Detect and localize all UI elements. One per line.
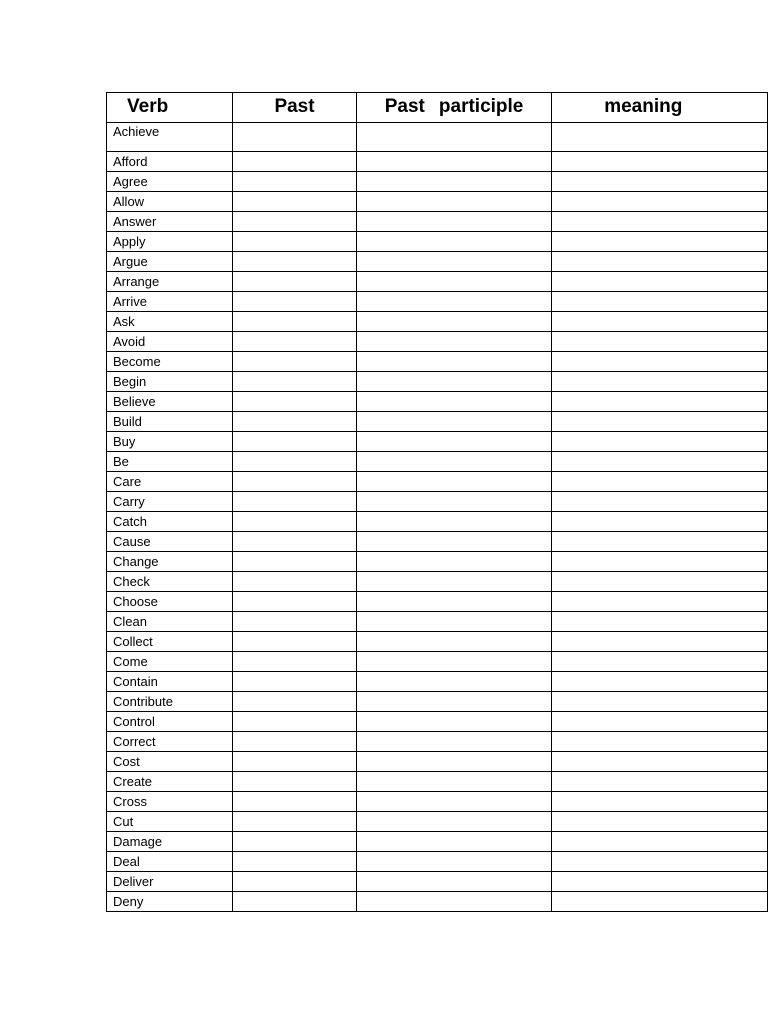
header-past-participle-word1: Past [384,96,425,117]
past-participle-cell[interactable] [356,432,551,452]
past-cell[interactable] [233,392,357,412]
verb-cell: Deliver [107,872,233,892]
past-cell[interactable] [233,572,357,592]
past-participle-cell[interactable] [356,652,551,672]
past-participle-cell[interactable] [356,872,551,892]
verb-cell: Achieve [107,123,233,152]
meaning-cell[interactable] [552,192,768,212]
meaning-cell[interactable] [552,832,768,852]
past-participle-cell[interactable] [356,352,551,372]
past-participle-cell[interactable] [356,812,551,832]
table-row [107,792,768,812]
table-row [107,492,768,512]
past-participle-cell[interactable] [356,292,551,312]
past-cell[interactable] [233,852,357,872]
past-cell[interactable] [233,123,357,152]
meaning-cell[interactable] [552,212,768,232]
past-cell[interactable] [233,712,357,732]
past-participle-cell[interactable] [356,372,551,392]
past-participle-cell[interactable] [356,472,551,492]
table-row [107,532,768,552]
meaning-cell[interactable] [552,172,768,192]
past-participle-cell[interactable] [356,512,551,532]
meaning-cell[interactable] [552,432,768,452]
verb-cell: Apply [107,232,233,252]
verb-cell: Deal [107,852,233,872]
verb-cell: Cut [107,812,233,832]
past-cell[interactable] [233,812,357,832]
header-verb: Verb [107,93,233,123]
table-row [107,252,768,272]
table-row [107,592,768,612]
past-participle-cell[interactable] [356,412,551,432]
past-participle-cell[interactable] [356,172,551,192]
verb-cell: Clean [107,612,233,632]
verb-cell: Arrive [107,292,233,312]
meaning-cell[interactable] [552,152,768,172]
meaning-cell[interactable] [552,472,768,492]
verb-cell: Contain [107,672,233,692]
meaning-cell[interactable] [552,412,768,432]
past-participle-cell[interactable] [356,232,551,252]
verb-cell: Catch [107,512,233,532]
header-row [107,93,768,123]
past-cell[interactable] [233,632,357,652]
past-participle-cell[interactable] [356,892,551,912]
table-row [107,752,768,772]
past-cell[interactable] [233,312,357,332]
verb-cell: Become [107,352,233,372]
meaning-cell[interactable] [552,872,768,892]
past-cell[interactable] [233,512,357,532]
past-participle-cell[interactable] [356,732,551,752]
past-participle-cell[interactable] [356,452,551,472]
past-participle-cell[interactable] [356,792,551,812]
table-row [107,572,768,592]
meaning-cell[interactable] [552,752,768,772]
table-row [107,632,768,652]
meaning-cell[interactable] [552,232,768,252]
meaning-cell[interactable] [552,352,768,372]
past-cell[interactable] [233,472,357,492]
verb-cell: Control [107,712,233,732]
meaning-cell[interactable] [552,572,768,592]
verb-cell: Avoid [107,332,233,352]
meaning-cell[interactable] [552,592,768,612]
past-cell[interactable] [233,832,357,852]
verb-cell: Damage [107,832,233,852]
past-participle-cell[interactable] [356,612,551,632]
table-row [107,672,768,692]
meaning-cell[interactable] [552,512,768,532]
table-row [107,652,768,672]
past-participle-cell[interactable] [356,492,551,512]
past-cell[interactable] [233,892,357,912]
meaning-cell[interactable] [552,552,768,572]
past-cell[interactable] [233,332,357,352]
table-row [107,412,768,432]
past-cell[interactable] [233,152,357,172]
table-row [107,552,768,572]
header-past: Past [233,93,357,123]
meaning-cell[interactable] [552,492,768,512]
table-row [107,852,768,872]
table-row [107,372,768,392]
header-past-participle [356,93,551,123]
past-participle-cell[interactable] [356,123,551,152]
meaning-cell[interactable] [552,632,768,652]
meaning-cell[interactable] [552,532,768,552]
table-row [107,352,768,372]
verb-cell: Create [107,772,233,792]
header-meaning: meaning [552,93,768,123]
table-row [107,232,768,252]
verb-cell: Believe [107,392,233,412]
verb-cell: Answer [107,212,233,232]
table-row [107,312,768,332]
header-past-participle-word2: participle [438,96,524,117]
verb-cell: Cost [107,752,233,772]
verb-cell: Argue [107,252,233,272]
table-row [107,692,768,712]
verb-cell: Care [107,472,233,492]
table-row [107,432,768,452]
past-cell[interactable] [233,552,357,572]
past-participle-cell[interactable] [356,852,551,872]
table-row [107,512,768,532]
table-row [107,123,768,152]
past-cell[interactable] [233,612,357,632]
past-cell[interactable] [233,752,357,772]
past-participle-cell[interactable] [356,552,551,572]
past-cell[interactable] [233,172,357,192]
verb-cell: Come [107,652,233,672]
past-cell[interactable] [233,292,357,312]
table-row [107,832,768,852]
past-participle-cell[interactable] [356,192,551,212]
table-row [107,452,768,472]
verb-cell: Build [107,412,233,432]
past-participle-cell[interactable] [356,252,551,272]
meaning-cell[interactable] [552,712,768,732]
past-participle-cell[interactable] [356,692,551,712]
table-row [107,392,768,412]
verb-table [106,92,768,912]
table-row [107,732,768,752]
meaning-cell[interactable] [552,272,768,292]
verb-cell: Correct [107,732,233,752]
past-participle-cell[interactable] [356,632,551,652]
past-cell[interactable] [233,452,357,472]
meaning-cell[interactable] [552,812,768,832]
past-participle-cell[interactable] [356,212,551,232]
meaning-cell[interactable] [552,252,768,272]
verb-cell: Ask [107,312,233,332]
past-cell[interactable] [233,492,357,512]
verb-cell: Arrange [107,272,233,292]
past-cell[interactable] [233,252,357,272]
past-participle-cell[interactable] [356,332,551,352]
table-row [107,152,768,172]
table-row [107,812,768,832]
past-participle-cell[interactable] [356,312,551,332]
past-cell[interactable] [233,792,357,812]
verb-cell: Cross [107,792,233,812]
table-row [107,872,768,892]
past-participle-cell[interactable] [356,832,551,852]
table-row [107,212,768,232]
meaning-cell[interactable] [552,372,768,392]
table-row [107,332,768,352]
meaning-cell[interactable] [552,792,768,812]
verb-cell: Allow [107,192,233,212]
meaning-cell[interactable] [552,612,768,632]
past-cell[interactable] [233,232,357,252]
verb-cell: Agree [107,172,233,192]
table-row [107,892,768,912]
verb-cell: Carry [107,492,233,512]
table-row [107,292,768,312]
table-row [107,712,768,732]
table-row [107,172,768,192]
table-row [107,772,768,792]
past-participle-cell[interactable] [356,772,551,792]
past-cell[interactable] [233,872,357,892]
table-row [107,612,768,632]
meaning-cell[interactable] [552,852,768,872]
verb-cell: Begin [107,372,233,392]
past-cell[interactable] [233,772,357,792]
past-participle-cell[interactable] [356,532,551,552]
meaning-cell[interactable] [552,772,768,792]
past-participle-cell[interactable] [356,272,551,292]
past-cell[interactable] [233,212,357,232]
table-row [107,192,768,212]
meaning-cell[interactable] [552,312,768,332]
meaning-cell[interactable] [552,692,768,712]
past-cell[interactable] [233,372,357,392]
verb-cell: Change [107,552,233,572]
verb-rows [107,123,768,912]
meaning-cell[interactable] [552,123,768,152]
past-cell[interactable] [233,532,357,552]
past-participle-cell[interactable] [356,152,551,172]
meaning-cell[interactable] [552,672,768,692]
past-cell[interactable] [233,352,357,372]
meaning-cell[interactable] [552,392,768,412]
meaning-cell[interactable] [552,332,768,352]
meaning-cell[interactable] [552,452,768,472]
meaning-cell[interactable] [552,292,768,312]
meaning-cell[interactable] [552,892,768,912]
past-cell[interactable] [233,692,357,712]
verb-cell: Afford [107,152,233,172]
past-participle-cell[interactable] [356,392,551,412]
verb-cell: Deny [107,892,233,912]
past-cell[interactable] [233,592,357,612]
past-cell[interactable] [233,672,357,692]
verb-cell: Buy [107,432,233,452]
meaning-cell[interactable] [552,652,768,672]
past-participle-cell[interactable] [356,712,551,732]
meaning-cell[interactable] [552,732,768,752]
past-cell[interactable] [233,192,357,212]
past-cell[interactable] [233,272,357,292]
past-participle-cell[interactable] [356,672,551,692]
past-participle-cell[interactable] [356,592,551,612]
past-cell[interactable] [233,412,357,432]
past-cell[interactable] [233,432,357,452]
past-cell[interactable] [233,652,357,672]
table-row [107,272,768,292]
verb-cell: Contribute [107,692,233,712]
table-row [107,472,768,492]
past-participle-cell[interactable] [356,572,551,592]
verb-cell: Cause [107,532,233,552]
past-participle-cell[interactable] [356,752,551,772]
verb-cell: Be [107,452,233,472]
verb-cell: Check [107,572,233,592]
past-cell[interactable] [233,732,357,752]
verb-cell: Collect [107,632,233,652]
verb-cell: Choose [107,592,233,612]
